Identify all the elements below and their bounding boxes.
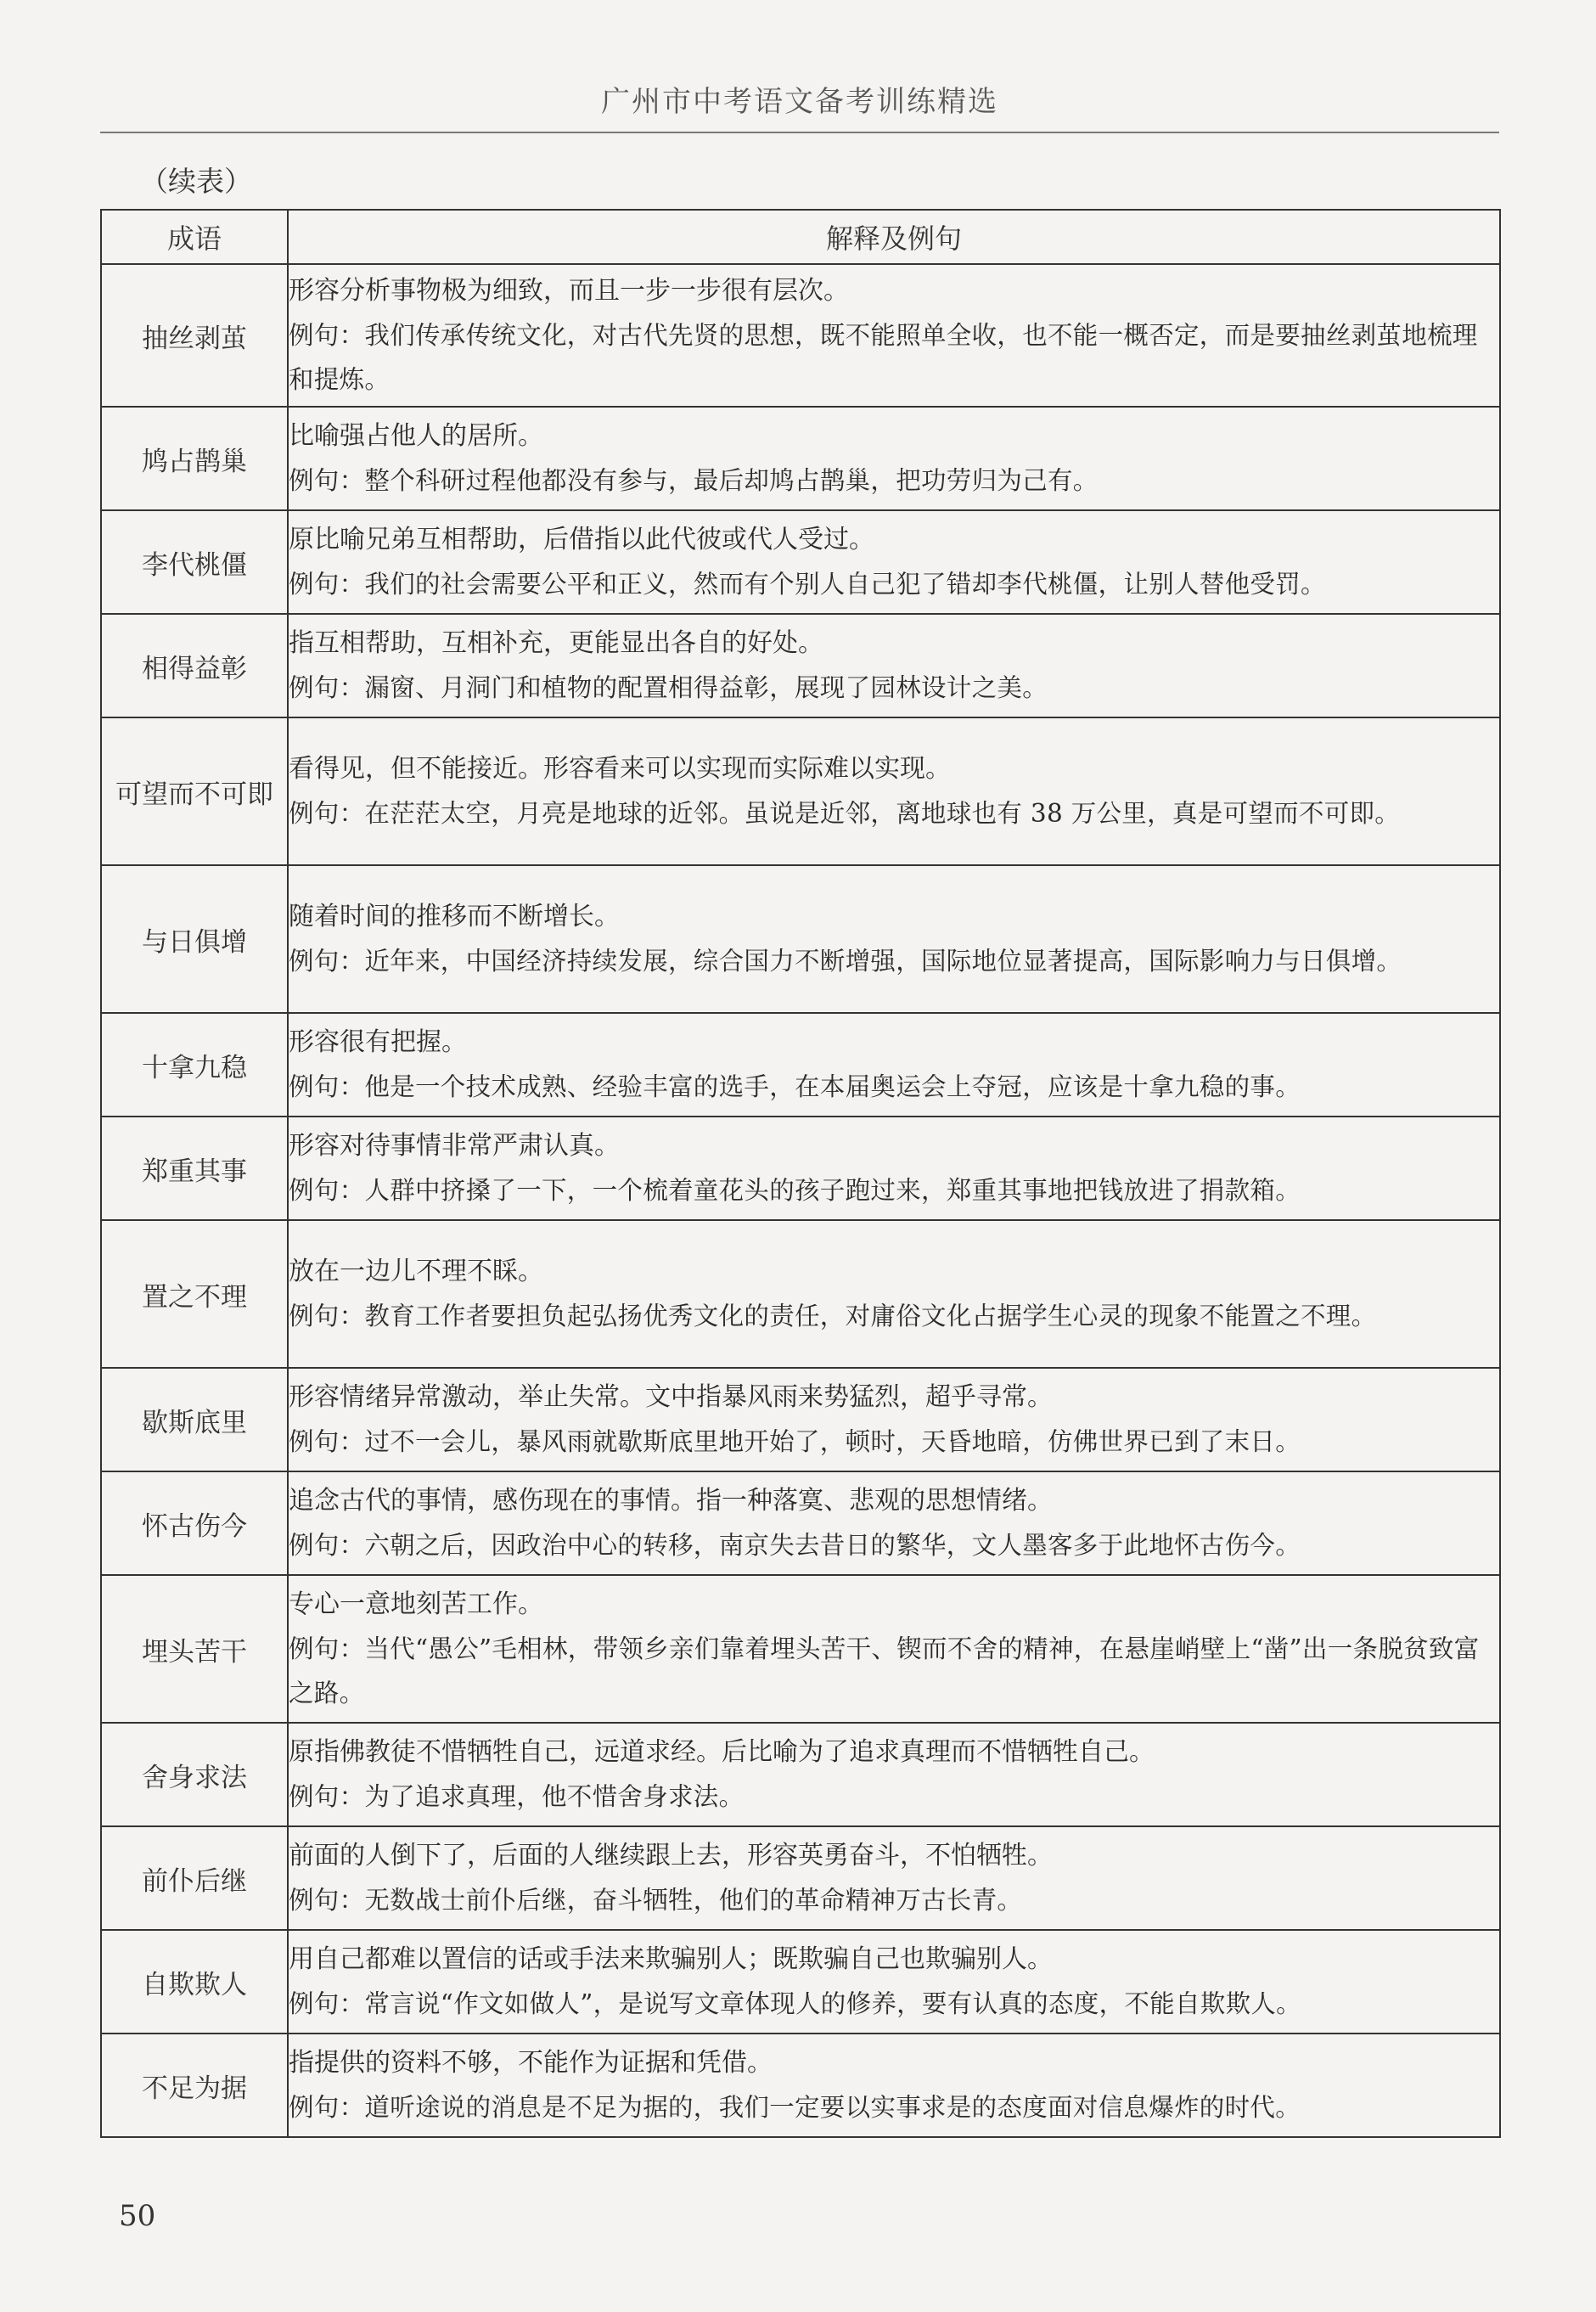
definition-text: 指提供的资料不够，不能作为证据和凭借。 xyxy=(289,2048,773,2078)
explanation-cell xyxy=(288,1117,1500,1220)
example-label: 例句： xyxy=(289,1634,365,1663)
example-sentence xyxy=(289,939,1499,983)
page-header-title: 广州市中考语文备考训练精选 xyxy=(601,85,998,119)
example-text: 道听途说的消息是不足为据的，我们一定要以实事求是的态度面对信息爆炸的时代。 xyxy=(364,2093,1301,2122)
table-row xyxy=(101,1575,1500,1723)
idiom-cell: 郑重其事 xyxy=(101,1117,288,1220)
table-row xyxy=(101,1471,1500,1575)
definition-text: 形容很有把握。 xyxy=(289,1027,467,1057)
idiom-cell: 鸠占鹊巢 xyxy=(101,407,288,510)
example-text: 无数战士前仆后继，奋斗牺牲，他们的革命精神万古长青。 xyxy=(364,1886,1023,1915)
example-text: 整个科研过程他都没有参与，最后却鸠占鹊巢，把功劳归为己有。 xyxy=(364,466,1099,495)
explanation-cell xyxy=(288,264,1500,407)
explanation-cell xyxy=(288,1368,1500,1471)
example-sentence xyxy=(289,1294,1499,1338)
example-text: 常言说“作文如做人”，是说写文章体现人的修养，要有认真的态度，不能自欺欺人。 xyxy=(364,1989,1301,2018)
example-text: 当代“愚公”毛相林，带领乡亲们靠着埋头苦干、锲而不舍的精神，在悬崖峭壁上“凿”出一条脱贫致富之路。 xyxy=(289,1634,1480,1707)
example-label: 例句： xyxy=(289,466,365,495)
example-sentence xyxy=(289,1982,1499,2026)
example-text: 漏窗、月洞门和植物的配置相得益彰，展现了园林设计之美。 xyxy=(364,673,1048,702)
example-sentence xyxy=(289,1627,1499,1715)
example-text: 六朝之后，因政治中心的转移，南京失去昔日的繁华，文人墨客多于此地怀古伤今。 xyxy=(364,1531,1301,1560)
idiom-cell: 自欺欺人 xyxy=(101,1930,288,2034)
definition-text: 前面的人倒下了，后面的人继续跟上去，形容英勇奋斗，不怕牺牲。 xyxy=(289,1841,1053,1870)
example-label: 例句： xyxy=(289,2093,365,2122)
example-sentence xyxy=(289,1420,1499,1464)
idiom-cell: 李代桃僵 xyxy=(101,510,288,614)
definition-text: 随着时间的推移而不断增长。 xyxy=(289,902,620,931)
page-number: 50 xyxy=(119,2199,156,2233)
example-label: 例句： xyxy=(289,1176,365,1205)
example-text: 为了追求真理，他不惜舍身求法。 xyxy=(364,1782,745,1811)
example-label: 例句： xyxy=(289,799,365,828)
example-sentence xyxy=(289,1878,1499,1922)
explanation-cell xyxy=(288,1013,1500,1117)
example-text: 人群中挤搡了一下，一个梳着童花头的孩子跑过来，郑重其事地把钱放进了捐款箱。 xyxy=(364,1176,1301,1205)
explanation-cell xyxy=(288,407,1500,510)
explanation-cell xyxy=(288,1220,1500,1368)
example-sentence xyxy=(289,666,1499,710)
example-text: 在茫茫太空，月亮是地球的近邻。虽说是近邻，离地球也有 38 万公里，真是可望而不可即。 xyxy=(364,799,1401,828)
explanation-cell xyxy=(288,614,1500,717)
definition-text: 形容对待事情非常严肃认真。 xyxy=(289,1131,620,1161)
example-label: 例句： xyxy=(289,1886,365,1915)
definition-text: 看得见，但不能接近。形容看来可以实现而实际难以实现。 xyxy=(289,754,951,784)
definition-text: 追念古代的事情，感伤现在的事情。指一种落寞、悲观的思想情绪。 xyxy=(289,1486,1053,1516)
table-row xyxy=(101,510,1500,614)
example-sentence xyxy=(289,1065,1499,1109)
table-row xyxy=(101,264,1500,407)
definition-text: 指互相帮助，互相补充，更能显出各自的好处。 xyxy=(289,628,823,658)
example-sentence xyxy=(289,562,1499,606)
idiom-cell: 埋头苦干 xyxy=(101,1575,288,1723)
example-sentence xyxy=(289,458,1499,503)
table-row xyxy=(101,407,1500,510)
table-row xyxy=(101,1930,1500,2034)
example-label: 例句： xyxy=(289,1302,365,1330)
explanation-cell xyxy=(288,1930,1500,2034)
explanation-cell xyxy=(288,1826,1500,1930)
table-row xyxy=(101,1117,1500,1220)
table-row xyxy=(101,1220,1500,1368)
explanation-cell xyxy=(288,510,1500,614)
example-label: 例句： xyxy=(289,570,365,599)
idiom-cell: 相得益彰 xyxy=(101,614,288,717)
table-row xyxy=(101,1826,1500,1930)
example-label: 例句： xyxy=(289,1989,365,2018)
example-label: 例句： xyxy=(289,673,365,702)
table-row xyxy=(101,1013,1500,1117)
definition-text: 原比喻兄弟互相帮助，后借指以此代彼或代人受过。 xyxy=(289,525,874,554)
example-sentence xyxy=(289,313,1499,402)
definition-text: 原指佛教徒不惜牺牲自己，远道求经。后比喻为了追求真理而不惜牺牲自己。 xyxy=(289,1737,1155,1767)
definition-text: 放在一边儿不理不睬。 xyxy=(289,1257,543,1286)
example-text: 教育工作者要担负起弘扬优秀文化的责任，对庸俗文化占据学生心灵的现象不能置之不理。 xyxy=(364,1302,1377,1330)
example-sentence xyxy=(289,1168,1499,1212)
example-label: 例句： xyxy=(289,1782,365,1811)
example-sentence xyxy=(289,1523,1499,1567)
idiom-cell: 不足为据 xyxy=(101,2034,288,2137)
definition-text: 形容分析事物极为细致，而且一步一步很有层次。 xyxy=(289,276,849,306)
table-header-row xyxy=(101,210,1500,264)
example-sentence xyxy=(289,1775,1499,1819)
definition-text: 专心一意地刻苦工作。 xyxy=(289,1589,543,1619)
example-text: 我们的社会需要公平和正义，然而有个别人自己犯了错却李代桃僵，让别人替他受罚。 xyxy=(364,570,1326,599)
explanation-cell xyxy=(288,1723,1500,1826)
table-row xyxy=(101,717,1500,865)
table-row xyxy=(101,1368,1500,1471)
table-row xyxy=(101,1723,1500,1826)
idiom-table xyxy=(100,209,1501,2138)
explanation-cell xyxy=(288,2034,1500,2137)
table-row xyxy=(101,2034,1500,2137)
definition-text: 用自己都难以置信的话或手法来欺骗别人；既欺骗自己也欺骗别人。 xyxy=(289,1944,1053,1974)
definition-text: 比喻强占他人的居所。 xyxy=(289,421,543,451)
column-header-explanation: 解释及例句 xyxy=(288,210,1500,264)
definition-text: 形容情绪异常激动，举止失常。文中指暴风雨来势猛烈，超乎寻常。 xyxy=(289,1382,1053,1412)
continued-label: （续表） xyxy=(140,165,252,198)
example-label: 例句： xyxy=(289,947,365,976)
header-divider xyxy=(100,132,1499,133)
example-label: 例句： xyxy=(289,1072,365,1101)
explanation-cell xyxy=(288,1471,1500,1575)
example-text: 过不一会儿，暴风雨就歇斯底里地开始了，顿时，天昏地暗，仿佛世界已到了末日。 xyxy=(364,1427,1301,1456)
idiom-cell: 歇斯底里 xyxy=(101,1368,288,1471)
idiom-cell: 前仆后继 xyxy=(101,1826,288,1930)
explanation-cell xyxy=(288,865,1500,1013)
example-label: 例句： xyxy=(289,321,365,350)
explanation-cell xyxy=(288,717,1500,865)
table-row xyxy=(101,865,1500,1013)
example-label: 例句： xyxy=(289,1427,365,1456)
idiom-cell: 舍身求法 xyxy=(101,1723,288,1826)
example-text: 我们传承传统文化，对古代先贤的思想，既不能照单全收，也不能一概否定，而是要抽丝剥茧地梳理和提炼。 xyxy=(289,321,1478,394)
example-text: 他是一个技术成熟、经验丰富的选手，在本届奥运会上夺冠，应该是十拿九稳的事。 xyxy=(364,1072,1301,1101)
table-row xyxy=(101,614,1500,717)
idiom-cell: 置之不理 xyxy=(101,1220,288,1368)
example-sentence xyxy=(289,791,1499,835)
idiom-cell: 与日俱增 xyxy=(101,865,288,1013)
idiom-cell: 怀古伤今 xyxy=(101,1471,288,1575)
explanation-cell xyxy=(288,1575,1500,1723)
example-label: 例句： xyxy=(289,1531,365,1560)
idiom-cell: 抽丝剥茧 xyxy=(101,264,288,407)
example-sentence xyxy=(289,2085,1499,2129)
example-text: 近年来，中国经济持续发展，综合国力不断增强，国际地位显著提高，国际影响力与日俱增。 xyxy=(364,947,1402,976)
column-header-idiom: 成语 xyxy=(101,210,288,264)
idiom-cell: 可望而不可即 xyxy=(101,717,288,865)
idiom-cell: 十拿九稳 xyxy=(101,1013,288,1117)
